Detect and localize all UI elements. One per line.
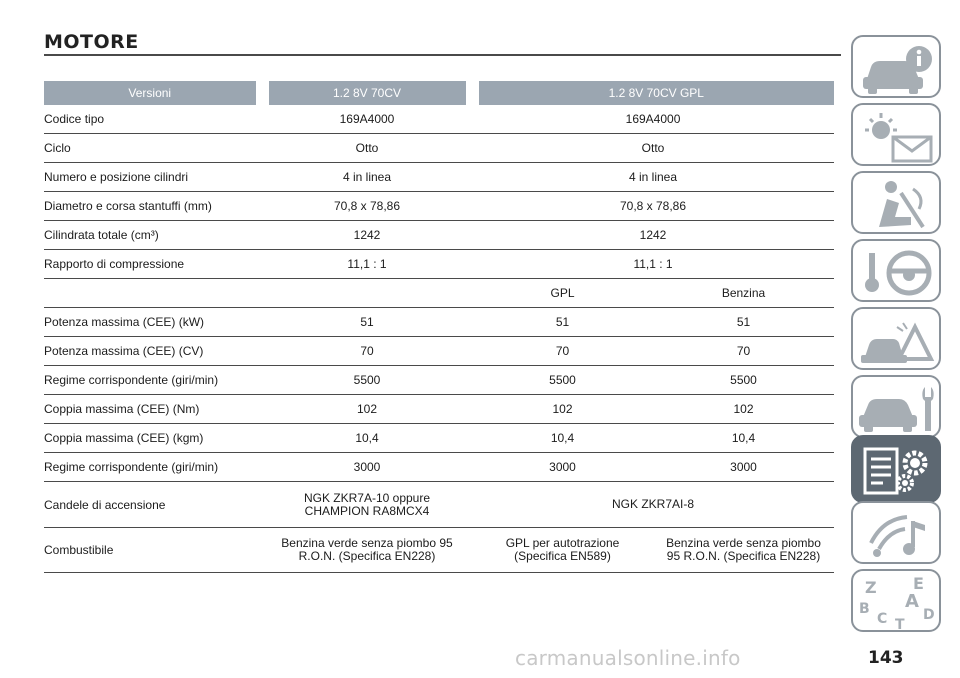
table-row (44, 366, 834, 395)
cell-value: 5500 (653, 366, 834, 395)
cell-value: 10,4 (262, 424, 472, 453)
cell-value: 3000 (262, 453, 472, 482)
chapter-tab-emergency[interactable] (851, 307, 941, 370)
chapter-tab-starting-driving[interactable] (851, 239, 941, 302)
cell-value: 5500 (472, 366, 653, 395)
cell-value: NGK ZKR7AI-8 (472, 482, 834, 528)
table-row (44, 134, 834, 163)
row-label: Rapporto di compressione (44, 250, 262, 279)
table-row-fuel (44, 528, 834, 573)
row-label: Cilindrata totale (cm³) (44, 221, 262, 250)
empty-cell (44, 279, 262, 308)
table-row (44, 221, 834, 250)
header-version-2: 1.2 8V 70CV GPL (472, 81, 834, 105)
cell-line: Benzina verde senza piombo 95 (281, 536, 453, 550)
table-row (44, 453, 834, 482)
row-label: Combustibile (44, 528, 262, 573)
cell-line: (Specifica EN589) (514, 549, 611, 563)
row-label: Numero e posizione cilindri (44, 163, 262, 192)
row-label: Ciclo (44, 134, 262, 163)
chapter-tab-warning-lights[interactable] (851, 103, 941, 166)
engine-spec-table (44, 81, 834, 573)
row-label: Coppia massima (CEE) (kgm) (44, 424, 262, 453)
cell-value (262, 528, 472, 573)
warning-light-message-icon (853, 105, 941, 166)
cell-line: 95 R.O.N. (Specifica EN228) (666, 549, 821, 563)
chapter-tab-safety[interactable] (851, 171, 941, 234)
index-letter: A (905, 591, 919, 612)
index-letter: B (859, 601, 870, 617)
chapter-tab-multimedia[interactable] (851, 501, 941, 564)
cell-value: 4 in linea (472, 163, 834, 192)
cell-line: GPL per autotrazione (505, 536, 620, 550)
index-letter: D (923, 607, 935, 623)
cell-line: NGK ZKR7A-10 oppure (303, 490, 431, 505)
cell-value: 70 (653, 337, 834, 366)
cell-line: CHAMPION RA8MCX4 (304, 503, 430, 518)
row-label: Potenza massima (CEE) (CV) (44, 337, 262, 366)
car-accident-triangle-icon (853, 309, 941, 370)
cell-value: 102 (653, 395, 834, 424)
subheader-gpl: GPL (472, 279, 653, 308)
cell-value: 11,1 : 1 (472, 250, 834, 279)
table-row (44, 105, 834, 134)
row-label: Candele di accensione (44, 482, 262, 528)
cell-value (653, 528, 834, 573)
header-version-1: 1.2 8V 70CV (262, 81, 472, 105)
cell-value: 1242 (472, 221, 834, 250)
index-letter: Z (865, 578, 877, 597)
fuel-subheader-row (44, 279, 834, 308)
table-row (44, 163, 834, 192)
cell-value: 10,4 (472, 424, 653, 453)
alphabetical-index-icon (853, 571, 941, 632)
cell-value: 102 (472, 395, 653, 424)
cell-value: 102 (262, 395, 472, 424)
empty-cell (262, 279, 472, 308)
cell-value: 169A4000 (472, 105, 834, 134)
cell-value (472, 528, 653, 573)
page-title: MOTORE (44, 31, 139, 53)
car-wrench-icon (853, 377, 941, 438)
table-row (44, 395, 834, 424)
cell-value: 70,8 x 78,86 (262, 192, 472, 221)
car-info-icon (853, 37, 941, 98)
table-row-spark-plugs (44, 482, 834, 528)
cell-value: 70 (262, 337, 472, 366)
page-number: 143 (868, 648, 904, 668)
cell-value: 11,1 : 1 (262, 250, 472, 279)
table-row (44, 337, 834, 366)
cell-value: 3000 (653, 453, 834, 482)
row-label: Coppia massima (CEE) (Nm) (44, 395, 262, 424)
chapter-tab-maintenance[interactable] (851, 375, 941, 438)
airbag-seat-icon (853, 173, 941, 234)
technical-data-gears-icon (853, 437, 941, 503)
cell-value (262, 482, 472, 528)
row-label: Potenza massima (CEE) (kW) (44, 308, 262, 337)
cell-value: 51 (653, 308, 834, 337)
key-steering-wheel-icon (853, 241, 941, 302)
cell-value: 1242 (262, 221, 472, 250)
header-versioni: Versioni (44, 81, 262, 105)
title-divider (44, 54, 841, 56)
cell-value: 5500 (262, 366, 472, 395)
cell-value: 10,4 (653, 424, 834, 453)
cell-line: R.O.N. (Specifica EN228) (298, 549, 436, 563)
index-letter: E (913, 574, 924, 593)
cell-value: 51 (262, 308, 472, 337)
cell-value: Otto (262, 134, 472, 163)
table-row (44, 424, 834, 453)
cell-value: 169A4000 (262, 105, 472, 134)
cell-value: 70 (472, 337, 653, 366)
table-header-row (44, 81, 834, 105)
index-letter: T (895, 617, 905, 633)
table-row (44, 192, 834, 221)
cell-value: 3000 (472, 453, 653, 482)
chapter-tab-car-info[interactable] (851, 35, 941, 98)
row-label: Regime corrispondente (giri/min) (44, 366, 262, 395)
cell-value: 51 (472, 308, 653, 337)
row-label: Diametro e corsa stantuffi (mm) (44, 192, 262, 221)
table-row (44, 308, 834, 337)
row-label: Regime corrispondente (giri/min) (44, 453, 262, 482)
multimedia-icon (853, 503, 941, 564)
cell-value: 70,8 x 78,86 (472, 192, 834, 221)
chapter-tab-index[interactable] (851, 569, 941, 632)
subheader-benzina: Benzina (653, 279, 834, 308)
cell-value: Otto (472, 134, 834, 163)
cell-value: 4 in linea (262, 163, 472, 192)
cell-line: Benzina verde senza piombo (666, 536, 821, 550)
row-label: Codice tipo (44, 105, 262, 134)
index-letter: C (877, 611, 888, 627)
chapter-tab-technical-data[interactable] (851, 435, 941, 503)
watermark: carmanualsonline.info (515, 646, 741, 670)
table-row (44, 250, 834, 279)
